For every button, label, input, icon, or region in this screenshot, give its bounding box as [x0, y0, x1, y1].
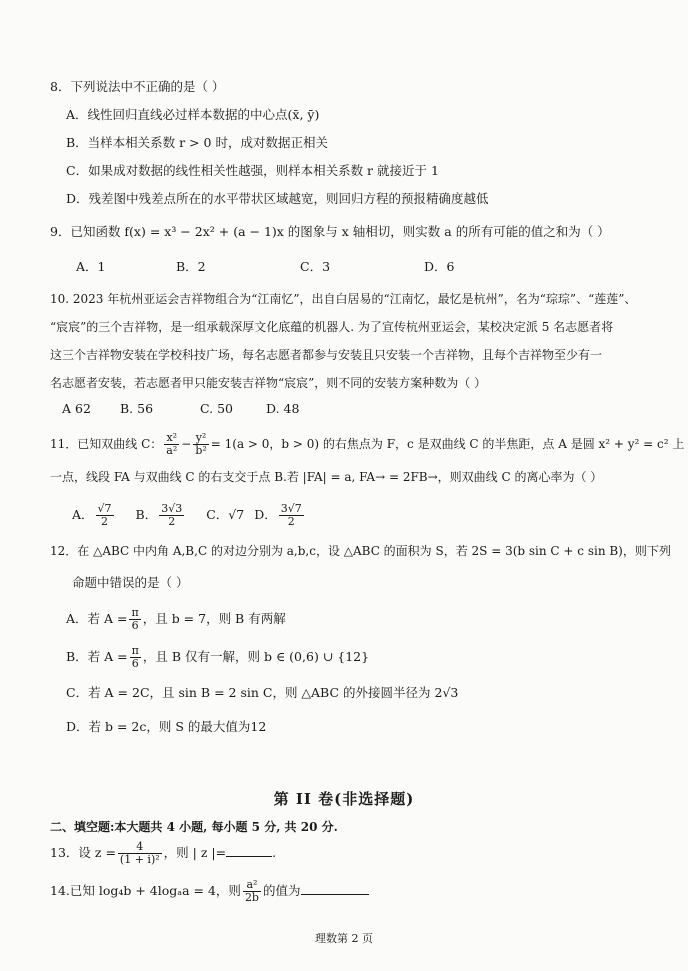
- q14-den: 2b: [244, 891, 259, 904]
- q13-den: (1 + i)²: [119, 853, 160, 866]
- q11-option-b-num: 3√3: [161, 502, 183, 515]
- q10-option-b: B. 56: [120, 401, 154, 416]
- q13: [50, 838, 276, 868]
- q11-option-a-den: 2: [101, 515, 109, 528]
- q10-line-1: 10. 2023 年杭州亚运会吉祥物组合为“江南忆”，出自白居易的“江南忆，最忆是杭州”，名为“琮琮”、“莲莲”、: [50, 292, 637, 306]
- q10-line-2: “宸宸”的三个吉祥物，是一组承载深厚文化底蕴的机器人. 为了宣传杭州亚运会，某校决定派 5 名志愿者将: [50, 320, 614, 334]
- q8-option-d: D．残差图中残差点所在的水平带状区域越宽，则回归方程的预报精确度越低: [66, 191, 489, 206]
- q13-num: 4: [118, 841, 162, 854]
- q10-option-c: C. 50: [200, 401, 233, 416]
- q9-option-b: B．2: [176, 259, 206, 274]
- q11-frac1-num: x²: [164, 432, 179, 445]
- q12-option-c: C．若 A = 2C，且 sin B = 2 sin C，则 △ABC 的外接圆半径为 2√3: [66, 685, 459, 700]
- q11-frac2-den: b²: [195, 444, 207, 457]
- q11-frac1-den: a²: [166, 444, 178, 457]
- q11-option-a-num: √7: [97, 502, 112, 515]
- q11-suffix: = 1(a > 0，b > 0) 的右焦点为 F，c 是双曲线 C 的半焦距，点 A 是圆 x² + y² = c² 上: [210, 437, 685, 451]
- q13-answer-blank[interactable]: [226, 844, 272, 857]
- q14-suffix: 的值为: [262, 883, 301, 898]
- q8-stem: 8．下列说法中不正确的是（ ）: [50, 79, 225, 94]
- q9-option-d: D．6: [424, 259, 455, 274]
- q11-fraction-x: [164, 432, 179, 457]
- q12-option-a-den: 6: [131, 619, 139, 632]
- q12-option-d: D．若 b = 2c，则 S 的最大值为12: [66, 719, 267, 734]
- q13-prefix: 13．设 z =: [50, 845, 116, 860]
- q8-option-c: C．如果成对数据的线性相关性越强，则样本相关系数 r 就接近于 1: [66, 163, 439, 178]
- q11-option-d-den: 2: [287, 515, 295, 528]
- q11-line-2: 一点，线段 FA 与双曲线 C 的右支交于点 B.若 |FA| = a, FA→ = 2FB→，则双曲线 C 的离心率为（ ）: [50, 470, 603, 484]
- q11-minus: −: [181, 437, 192, 451]
- q14-num: a²: [243, 879, 261, 892]
- q12-option-b: [66, 642, 369, 672]
- q8-option-b: B．当样本相关系数 r > 0 时，成对数据正相关: [66, 135, 328, 150]
- q14-prefix: 14.已知 log₄b + 4logₐa = 4，则: [50, 883, 241, 898]
- q14-answer-blank[interactable]: [301, 882, 369, 895]
- q11-option-a-label: A．: [72, 507, 94, 522]
- q14: [50, 876, 369, 906]
- q9-stem: 9．已知函数 f(x) = x³ − 2x² + (a − 1)x 的图象与 x 轴相切，则实数 a 的所有可能的值之和为（ ）: [50, 224, 610, 239]
- q10-line-4: 名志愿者安装，若志愿者甲只能安装吉祥物“宸宸”，则不同的安装方案种数为（ ）: [50, 376, 487, 390]
- q11-option-c: C．√7: [206, 507, 245, 522]
- q10-line-3: 这三个吉祥物安装在学校科技广场，每名志愿者都参与安装且只安装一个吉祥物，且每个吉祥物至少有一: [50, 348, 603, 362]
- q11-prefix: 11．已知双曲线 C：: [50, 437, 163, 451]
- q10-option-d: D. 48: [266, 401, 300, 416]
- q13-suffix: ，则 | z |=: [163, 845, 227, 860]
- q12-option-a-prefix: A．若 A =: [66, 611, 128, 626]
- q13-end: .: [272, 845, 277, 860]
- q11-option-b-den: 2: [168, 515, 176, 528]
- q8-option-a: A．线性回归直线必过样本数据的中心点(x̄, ȳ): [66, 107, 320, 122]
- q12-line-1: 12．在 △ABC 中内角 A,B,C 的对边分别为 a,b,c，设 △ABC 的面积为 S，若 2S = 3(b sin C + c sin B)，则下列: [50, 544, 671, 558]
- q12-option-a-num: π: [131, 606, 139, 619]
- part-2-title: 第 II 卷(非选择题): [273, 790, 415, 808]
- q11-line-1: [50, 430, 684, 458]
- q12-line-2: 命题中错误的是（ ）: [72, 575, 189, 590]
- q12-option-b-den: 6: [131, 657, 139, 670]
- q12-option-a: [66, 604, 286, 634]
- q11-options: [72, 500, 312, 530]
- q10-option-a: A 62: [62, 401, 91, 416]
- q9-option-c: C．3: [300, 259, 331, 274]
- section-2-heading: 二、填空题:本大题共 4 小题, 每小题 5 分, 共 20 分.: [50, 820, 338, 834]
- q11-option-d-num: 3√7: [280, 502, 302, 515]
- q12-option-b-num: π: [131, 644, 139, 657]
- q11-option-a: [72, 500, 116, 530]
- q11-option-d: [254, 500, 306, 530]
- q11-frac2-num: y²: [193, 432, 208, 445]
- q12-option-a-suffix: ，且 b = 7，则 B 有两解: [142, 611, 286, 626]
- q11-option-d-label: D．: [254, 507, 277, 522]
- page-footer: 理数第 2 页: [315, 932, 373, 945]
- q11-option-b: [136, 500, 187, 530]
- q11-fraction-y: [193, 432, 208, 457]
- q12-option-b-suffix: ，且 B 仅有一解，则 b ∈ (0,6) ∪ {12}: [142, 649, 370, 664]
- q12-option-b-prefix: B．若 A =: [66, 649, 128, 664]
- q11-option-b-label: B．: [135, 507, 158, 522]
- q9-option-a: A．1: [76, 259, 106, 274]
